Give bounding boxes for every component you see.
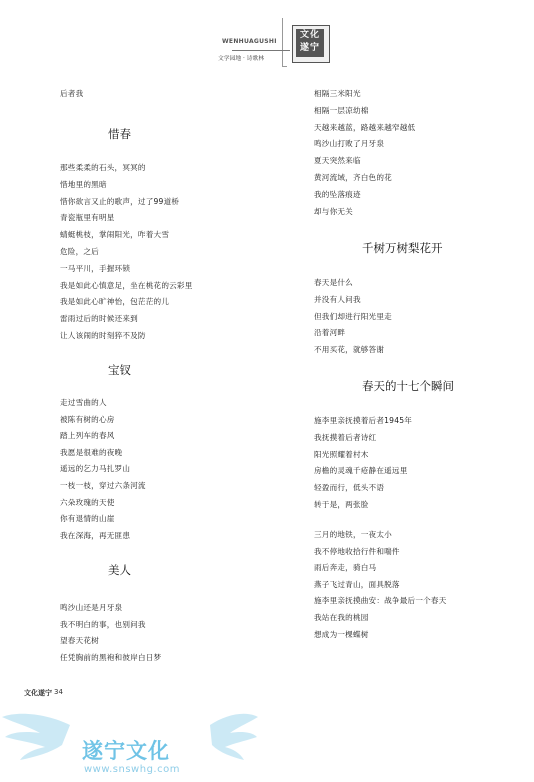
poem-line: 雨后奔走，骑白马 — [314, 563, 377, 573]
header-rule — [232, 50, 290, 51]
poem-line: 一马平川，手握环锁 — [60, 263, 131, 273]
poem-line: 让人该闹的时刻猝不及防 — [60, 331, 146, 340]
poem-line: 惜你欲言又止的歌声，过了99道桥 — [60, 196, 180, 206]
wing-logo-icon — [0, 705, 80, 782]
poem-line: 相隔三米阳光 — [314, 89, 361, 98]
poem-line: 阳光照耀着村木 — [314, 449, 369, 459]
poem-line: 并没有人问我 — [314, 294, 361, 304]
poem-line: 任凭胸前的黑袍和彼岸白日梦 — [60, 652, 162, 662]
poem-line: 被陈有树的心房 — [60, 414, 115, 424]
poem-line: 黄河流域，齐白色的花 — [314, 173, 392, 182]
poem-line: 危险，之后 — [60, 247, 99, 256]
poem-line: 我的坠落痕迹 — [314, 189, 361, 199]
poem-title: 宝钗 — [108, 363, 131, 377]
header-english: WENHUAGUSHI — [222, 38, 277, 45]
poem-line: 却与你无关 — [314, 206, 353, 216]
poem-line: 沿着河畔 — [314, 328, 346, 338]
poem-line: 不用买花，就够答谢 — [314, 345, 385, 355]
poem-line: 想成为一棵蝶树 — [314, 629, 369, 639]
poem-line: 房檐的灵魂千疮静在遥远里 — [314, 466, 408, 476]
poem-line: 那些柔柔的石头，冥冥的 — [60, 163, 146, 172]
poem-line: 蜻蜓桃枝，掌闹阳光，咋着大雪 — [60, 230, 170, 240]
poem-line: 我不明白的事，也别问我 — [60, 619, 146, 629]
poem-line: 青瓷瓶里有明星 — [60, 213, 115, 223]
poem-line: 雷雨过后的时候还来到 — [60, 314, 138, 324]
poem-line: 鸣沙山还是月牙泉 — [60, 603, 123, 612]
intro-line: 后者我 — [60, 89, 84, 98]
poem-line: 轻盈而行，低头不语 — [314, 483, 385, 493]
poem-line: 一枝一枝，穿过六条河流 — [60, 481, 146, 490]
watermark-url: www.snswhg.com — [84, 764, 180, 775]
poem-line: 天越来越蓝，路越来越窄越低 — [314, 122, 416, 132]
poem-line: 惜地里的黑暗 — [60, 179, 107, 189]
wing-logo-right-icon — [200, 705, 260, 782]
poem-line: 我不停地收拾行件和喘件 — [314, 546, 400, 556]
poem-line: 施李里亲抚摸着后者1945年 — [314, 416, 413, 425]
poem-line: 遥远的乞力马扎罗山 — [60, 464, 131, 474]
poem-line: 你有退情的山崖 — [60, 514, 115, 524]
poem-line: 三月的地铁，一夜太小 — [314, 530, 392, 539]
poem-line: 转于是，两张脸 — [314, 500, 369, 509]
poem-line: 我抚摸着后者诗红 — [314, 432, 377, 442]
poem-line: 走过雪曲的人 — [60, 398, 107, 407]
poem-line: 我站在我的桃园 — [314, 613, 369, 622]
poem-line: 相隔一层凉幼棉 — [314, 105, 369, 115]
poem-line: 鸣沙山打败了月牙泉 — [314, 139, 385, 149]
poem-line: 我是如此心慎意足，坐在桃花的云彩里 — [60, 280, 193, 290]
poem-line: 施李里亲抚摸曲安：战争最后一个春天 — [314, 596, 447, 606]
poem-title: 春天的十七个瞬间 — [362, 379, 454, 393]
poem-line: 燕子飞过青山，面具脱落 — [314, 579, 400, 589]
header-frame-line — [282, 18, 287, 67]
poem-line: 我是如此心旷神怡，包茫茫的儿 — [60, 297, 170, 307]
page-number: 34 — [54, 688, 63, 696]
poem-line: 望春天花树 — [60, 636, 99, 645]
poem-line: 我愿是很难的夜晚 — [60, 447, 123, 457]
poem-line: 踏上列车的春风 — [60, 431, 115, 441]
poem-line: 但我们却进行阳光里走 — [314, 311, 392, 321]
footer-magazine-name: 文化遂宁 — [24, 689, 52, 697]
poem-line: 夏天突然来临 — [314, 156, 361, 166]
watermark-title: 遂宁文化 — [82, 739, 170, 763]
poem-title: 美人 — [108, 563, 131, 577]
logo-text: 文化遂宁 — [296, 29, 324, 57]
poem-line: 春天是什么 — [314, 278, 353, 287]
header-section: 文学园地 · 诗歌林 — [218, 56, 265, 62]
poem-title: 千树万树梨花开 — [362, 241, 443, 255]
poem-title: 惜春 — [108, 127, 131, 141]
poem-line: 六朵玫瑰的天使 — [60, 497, 115, 507]
poem-line: 我在深海，再无匪患 — [60, 530, 131, 540]
